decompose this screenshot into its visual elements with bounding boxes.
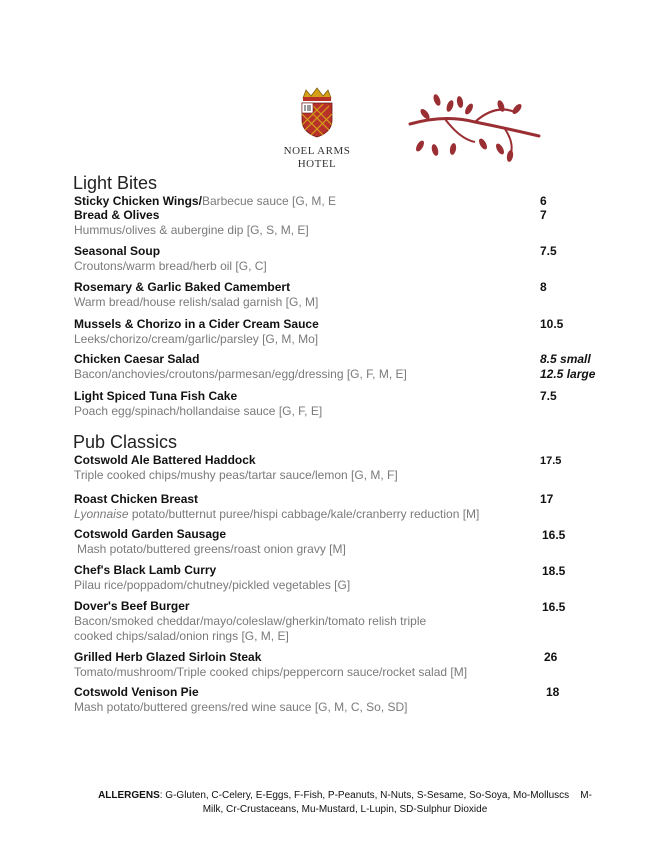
item-name: Roast Chicken Breast: [74, 492, 199, 506]
allergens-line1: [60, 789, 630, 803]
item-desc: Warm bread/house relish/salad garnish [G, M]: [74, 295, 319, 309]
item-name: Mussels & Chorizo in a Cider Cream Sauce: [74, 317, 319, 331]
item-name: Seasonal Soup: [74, 244, 161, 258]
item-name: Cotswold Venison Pie: [74, 685, 199, 699]
section-title-pub-classics: Pub Classics: [73, 432, 178, 452]
hotel-name: [282, 145, 352, 171]
item-price-small: 8.5 small: [540, 352, 591, 366]
item-desc: Bacon/smoked cheddar/mayo/coleslaw/gherkin/tomato relish triple: [74, 614, 427, 628]
item-desc-italic: Lyonnaise: [74, 507, 129, 521]
item-name: Dover's Beef Burger: [74, 599, 190, 613]
item-name: Light Spiced Tuna Fish Cake: [74, 389, 238, 403]
item-desc: Barbecue sauce [G, M, E: [201, 194, 336, 208]
hotel-name-line1: NOEL ARMS: [283, 145, 351, 157]
item-name: Chicken Caesar Salad: [74, 352, 200, 366]
item-desc: Bacon/anchovies/croutons/parmesan/egg/dressing [G, F, M, E]: [74, 367, 407, 381]
item-name: Cotswold Ale Battered Haddock: [74, 453, 256, 467]
item-desc: Hummus/olives & aubergine dip [G, S, M, E]: [74, 223, 309, 237]
item-price: 16.5: [542, 600, 566, 614]
item-desc: Triple cooked chips/mushy peas/tartar sauce/lemon [G, M, F]: [74, 468, 398, 482]
item-desc: Mash potato/buttered greens/roast onion gravy [M]: [77, 542, 346, 556]
hotel-name-line2: HOTEL: [297, 158, 337, 170]
item-desc: Pilau rice/poppadom/chutney/pickled vegetables [G]: [74, 578, 351, 592]
item-name: Bread & Olives: [74, 208, 160, 222]
item-name: Cotswold Garden Sausage: [74, 527, 227, 541]
item-price: 8: [540, 280, 547, 294]
item-desc-continued: cooked chips/salad/onion rings [G, M, E]: [74, 629, 289, 643]
item-price: 26: [544, 650, 558, 664]
item-desc: Mash potato/buttered greens/red wine sauce [G, M, C, So, SD]: [74, 700, 408, 714]
item-price: 6: [540, 194, 547, 208]
item-price: 10.5: [540, 317, 564, 331]
leaf-branch-icon: [405, 94, 545, 164]
item-desc-rest: potato/butternut puree/hispi cabbage/kale/cranberry reduction [M]: [128, 507, 480, 521]
item-price: 7.5: [540, 389, 557, 403]
item-price-large: 12.5 large: [540, 367, 596, 381]
hotel-crest-logo: [297, 86, 337, 138]
item-price: 17: [540, 492, 554, 506]
item-price: 7.5: [540, 244, 557, 258]
item-name: [74, 194, 336, 208]
section-title-light-bites: Light Bites: [73, 173, 158, 193]
item-price: 16.5: [542, 528, 566, 542]
allergens-note: [60, 789, 630, 817]
item-desc: [74, 507, 479, 521]
allergens-line2: Milk, Cr-Crustaceans, Mu-Mustard, L-Lupin, SD-Sulphur Dioxide: [202, 804, 488, 815]
item-name: Chef's Black Lamb Curry: [74, 563, 217, 577]
item-price: 7: [540, 208, 547, 222]
item-desc: Croutons/warm bread/herb oil [G, C]: [74, 259, 267, 273]
allergens-label: ALLERGENS: [98, 790, 160, 801]
item-name-text: Sticky Chicken Wings/: [74, 194, 202, 208]
item-name: Grilled Herb Glazed Sirloin Steak: [74, 650, 262, 664]
item-price: 18.5: [542, 564, 566, 578]
item-name: Rosemary & Garlic Baked Camembert: [74, 280, 291, 294]
item-desc: Leeks/chorizo/cream/garlic/parsley [G, M, Mo]: [74, 332, 319, 346]
item-desc: Poach egg/spinach/hollandaise sauce [G, F, E]: [74, 404, 323, 418]
item-desc: Tomato/mushroom/Triple cooked chips/peppercorn sauce/rocket salad [M]: [74, 665, 468, 679]
item-price: 18: [546, 685, 560, 699]
allergens-text: : G-Gluten, C-Celery, E-Eggs, F-Fish, P-Peanuts, N-Nuts, S-Sesame, So-Soya, Mo-Molluscs M-: [159, 790, 592, 801]
item-price: 17.5: [540, 455, 562, 467]
